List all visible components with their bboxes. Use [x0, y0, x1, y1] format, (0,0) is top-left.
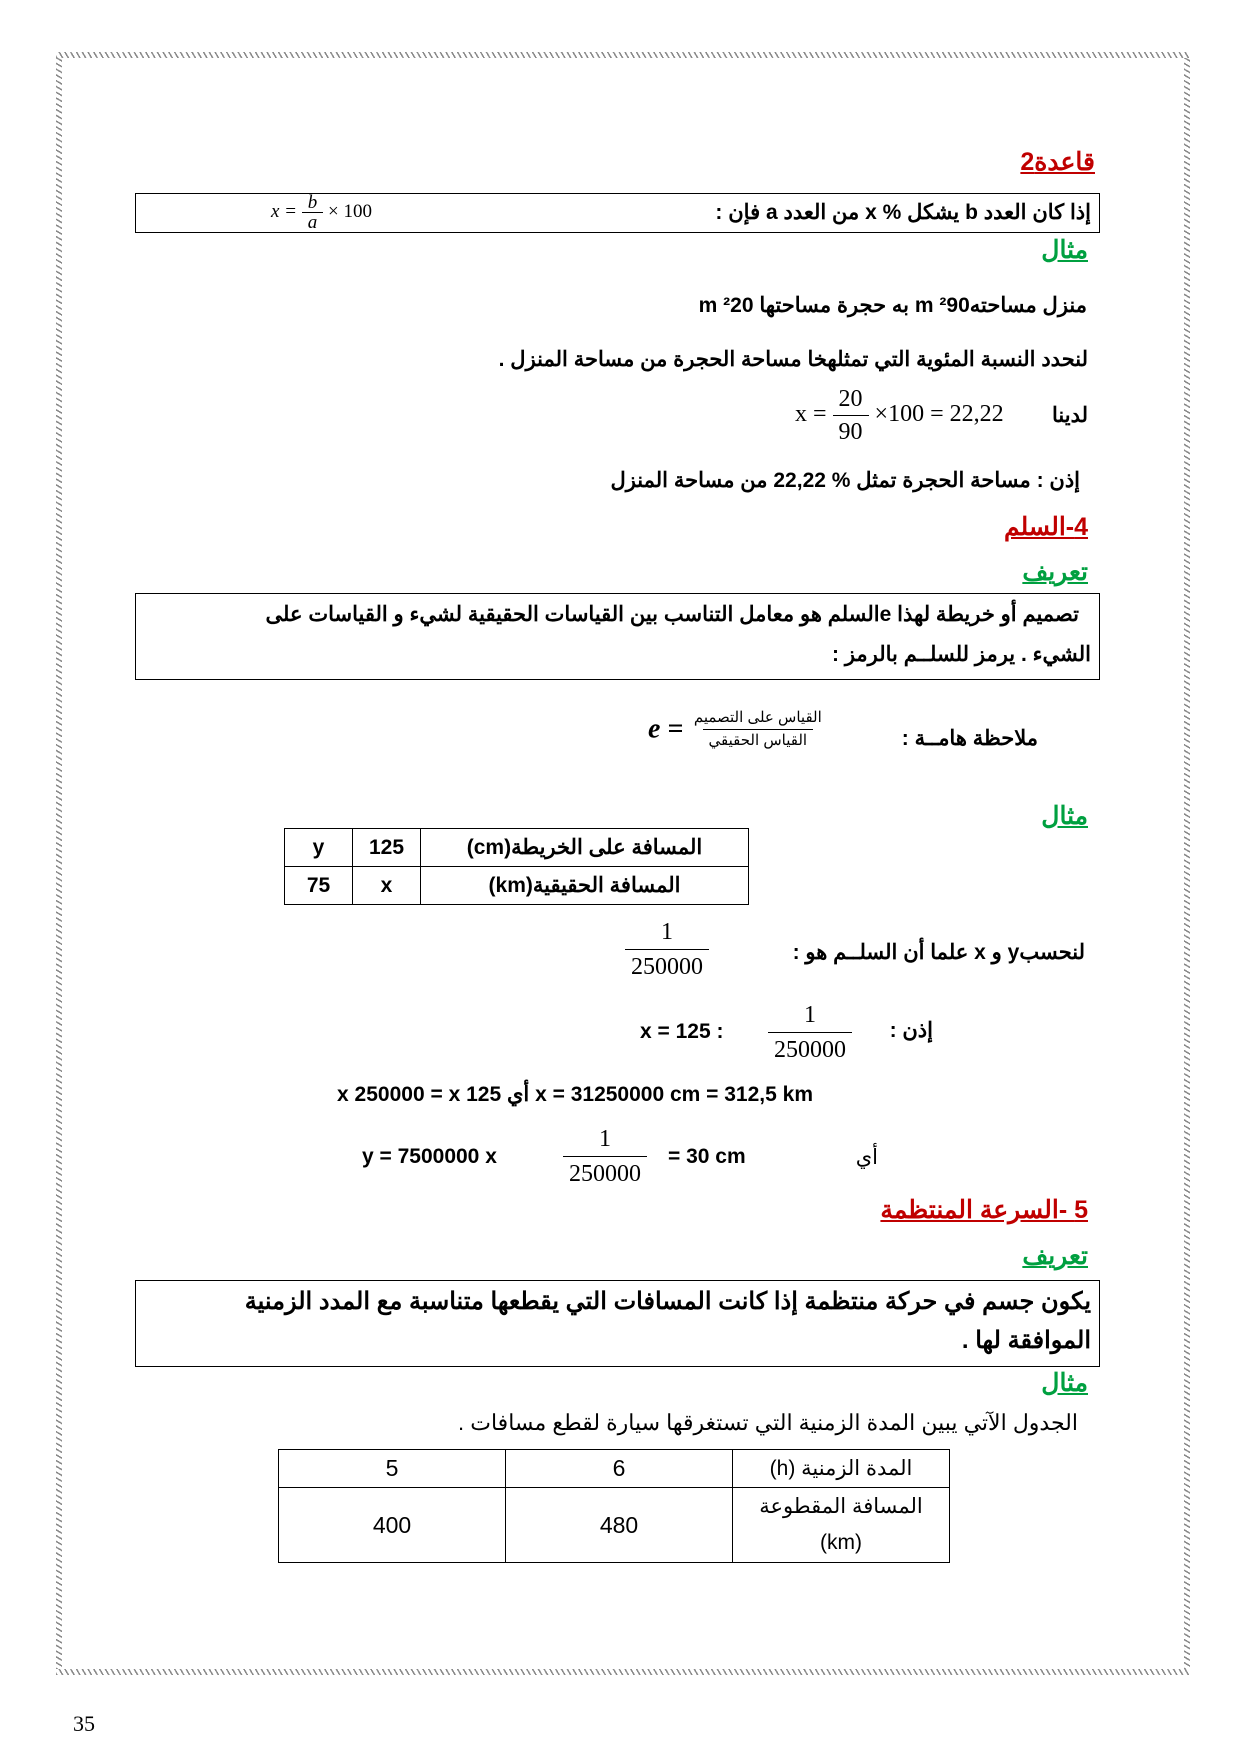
cell-line: المسافة المقطوعة [759, 1495, 923, 1518]
section4-def-line2: الشيء . يرمز للسلــم بالرمز : [832, 643, 1091, 666]
scale-table [284, 828, 749, 905]
table-cell: المسافة الحقيقية(km) [421, 867, 749, 905]
rule2-title: قاعدة2 [1020, 148, 1095, 176]
fraction-num: 1 [661, 919, 673, 945]
example1-line1: منزل مساحته²90 m به حجرة مساحتها ²20 m [698, 294, 1087, 317]
table-cell: المدة الزمنية (h) [733, 1450, 950, 1488]
cell-line: (km) [820, 1531, 862, 1554]
note-formula [648, 707, 828, 752]
table-row [279, 1488, 950, 1563]
fraction [768, 998, 852, 1067]
example2-title: مثال [1041, 802, 1088, 830]
section5-def-title: تعريف [1022, 1242, 1088, 1270]
y-equation-rhs: = 30 cm [668, 1145, 746, 1168]
then-label: إذن : [889, 1019, 933, 1042]
rule2-formula [271, 193, 372, 232]
section5-def-line1: يكون جسم في حركة منتظمة إذا كانت المسافات التي يقطعها متناسبة مع المدد الزمنية [244, 1288, 1091, 1315]
example1-title: مثال [1041, 236, 1088, 264]
eq-rhs: ×100 = 22,22 [874, 401, 1004, 428]
table-cell: 6 [506, 1450, 733, 1488]
section4-title: 4-السلم [1003, 513, 1088, 541]
eq-lhs: x = [795, 401, 827, 428]
table-cell: 5 [279, 1450, 506, 1488]
note-fraction [688, 707, 828, 752]
table-cell: y [285, 829, 353, 867]
fraction-den: 250000 [563, 1156, 647, 1191]
scale-fraction-3 [563, 1122, 647, 1191]
table-cell: 400 [279, 1488, 506, 1563]
section5-def-box [135, 1280, 1100, 1367]
section4-def-title: تعريف [1022, 558, 1088, 586]
table-row [279, 1450, 950, 1488]
section4-def-line1: تصميم أو خريطة لهذا eالسلم هو معامل التناسب بين القياسات الحقيقية لشيء و القياسات على [265, 603, 1079, 626]
compute-text: لنحسبy و x علما أن السلــم هو : [792, 941, 1085, 964]
rule2-box [135, 193, 1100, 233]
example3-intro: الجدول الآتي يبين المدة الزمنية التي تستغرقها سيارة لقطع مسافات . [458, 1410, 1078, 1435]
example1-equation [795, 383, 1004, 448]
example1-line2: لنحدد النسبة المئوية التي تمثلهخا مساحة الحجرة من مساحة المنزل . [498, 348, 1088, 371]
formula-den: a [302, 212, 324, 232]
table-cell: 75 [285, 867, 353, 905]
formula-num: b [307, 192, 318, 213]
example1-conclusion: إذن : مساحة الحجرة تمثل % 22,22 من مساحة المنزل [610, 469, 1080, 492]
fraction-den: 250000 [768, 1032, 852, 1067]
then-equation: x = 125 : [640, 1020, 724, 1043]
ay-label: أي [855, 1146, 878, 1169]
fraction [625, 915, 709, 984]
note-den: القياس الحقيقي [703, 729, 814, 752]
page-number: 35 [73, 1711, 95, 1736]
fraction-num: 1 [804, 1002, 816, 1028]
table-cell: المسافة على الخريطة(cm) [421, 829, 749, 867]
eq-den: 90 [833, 415, 869, 448]
fraction-den: 250000 [625, 949, 709, 984]
ladayna-label: لدينا [1051, 404, 1088, 427]
formula-lhs: x = [271, 200, 298, 222]
table-cell: 480 [506, 1488, 733, 1563]
scale-fraction-1 [625, 915, 709, 984]
fraction [563, 1122, 647, 1191]
note-num: القياس على التصميم [693, 709, 822, 726]
note-e: e = [648, 713, 684, 745]
section5-title: 5 -السرعة المنتظمة [880, 1196, 1088, 1224]
rule2-text: إذا كان العدد b يشكل % x من العدد a فإن : [715, 201, 1091, 224]
formula-rhs: × 100 [328, 200, 372, 222]
section4-def-box [135, 593, 1100, 680]
table-cell: 125 [353, 829, 421, 867]
note-label: ملاحظة هامــة : [901, 727, 1038, 750]
table-cell [733, 1488, 950, 1563]
example3-title: مثال [1041, 1369, 1088, 1397]
fraction-num: 1 [599, 1126, 611, 1152]
speed-table [278, 1449, 950, 1563]
formula-fraction [302, 193, 324, 232]
scale-fraction-2 [768, 998, 852, 1067]
eq-fraction [833, 383, 869, 448]
table-cell: x [353, 867, 421, 905]
x-result-line: x = 31250000 cm = 312,5 km أي 125 x 250000 = x [337, 1083, 813, 1106]
table-row [285, 829, 749, 867]
table-row [285, 867, 749, 905]
section5-def-line2: الموافقة لها . [961, 1327, 1091, 1354]
y-equation-lhs: y = 7500000 x [362, 1145, 497, 1168]
eq-num: 20 [838, 386, 863, 412]
